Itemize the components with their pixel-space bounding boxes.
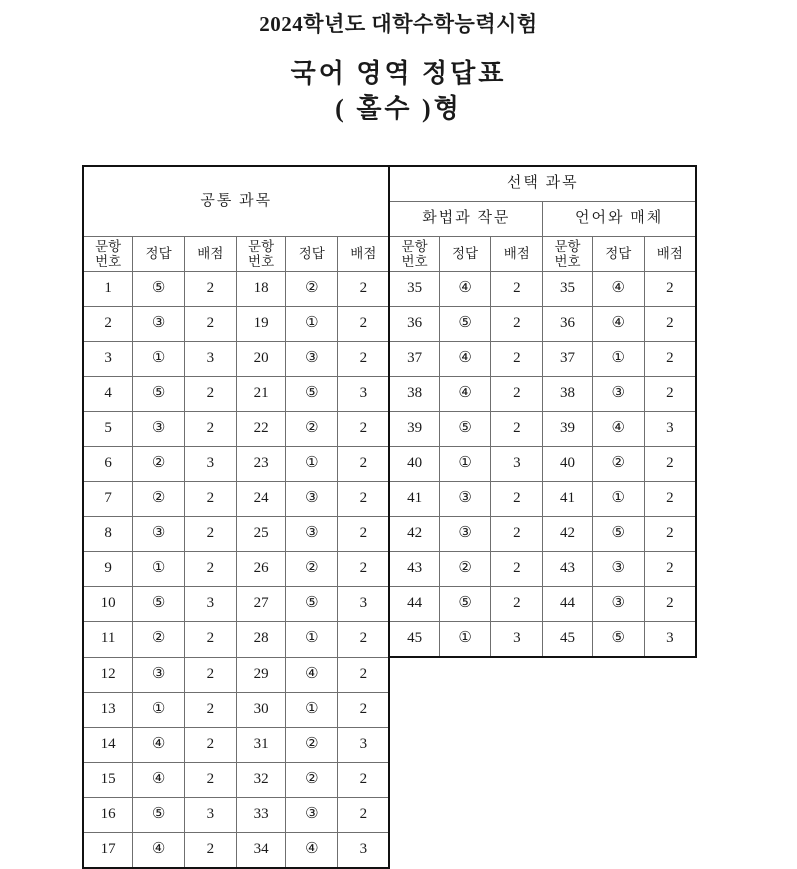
cell-question-no: 3	[83, 342, 133, 377]
cell-answer: ③	[592, 587, 644, 622]
cell-answer: ①	[592, 342, 644, 377]
cell-points: 2	[491, 552, 543, 587]
col-header-question-no-4	[543, 237, 593, 272]
col-header-points-2: 배점	[338, 237, 390, 272]
cell-points: 2	[338, 447, 390, 482]
cell-answer: ②	[133, 482, 185, 517]
cell-points: 2	[338, 622, 390, 658]
cell-question-no: 35	[389, 272, 439, 307]
cell-answer: ④	[439, 377, 491, 412]
cell-points: 2	[644, 552, 696, 587]
cell-answer: ①	[286, 692, 338, 727]
table-row	[83, 517, 696, 552]
cell-answer: ②	[439, 552, 491, 587]
cell-points: 2	[644, 587, 696, 622]
cell-points: 3	[184, 797, 236, 832]
cell-answer: ④	[133, 762, 185, 797]
cell-question-no: 2	[83, 307, 133, 342]
cell-question-no: 25	[236, 517, 286, 552]
cell-points: 3	[491, 447, 543, 482]
cell-points: 2	[644, 307, 696, 342]
cell-question-no: 38	[543, 377, 593, 412]
cell-answer: ④	[592, 272, 644, 307]
cell-answer: ④	[133, 832, 185, 868]
cell-points: 2	[491, 342, 543, 377]
header-elective-speech-composition: 화법과 작문	[389, 202, 542, 237]
col-header-points-4: 배점	[644, 237, 696, 272]
cell-answer: ⑤	[133, 272, 185, 307]
cell-answer: ②	[592, 447, 644, 482]
cell-answer: ⑤	[133, 797, 185, 832]
cell-answer: ⑤	[592, 517, 644, 552]
cell-question-no: 32	[236, 762, 286, 797]
answer-table-wrap	[82, 165, 697, 869]
cell-points: 2	[644, 447, 696, 482]
cell-question-no: 6	[83, 447, 133, 482]
cell-points: 2	[491, 307, 543, 342]
col-header-points-3: 배점	[491, 237, 543, 272]
col-header-qno-line1: 문항	[95, 238, 122, 254]
cell-points: 3	[338, 377, 390, 412]
cell-question-no: 45	[543, 622, 593, 658]
cell-answer: ③	[439, 517, 491, 552]
cell-question-no: 28	[236, 622, 286, 658]
cell-question-no: 44	[543, 587, 593, 622]
cell-answer: ②	[286, 762, 338, 797]
subject-title: 국어 영역 정답표	[290, 59, 507, 89]
header-elective-language-media: 언어와 매체	[543, 202, 696, 237]
cell-points: 2	[338, 657, 390, 692]
cell-question-no: 44	[389, 587, 439, 622]
col-header-answer-3: 정답	[439, 237, 491, 272]
cell-answer: ①	[133, 692, 185, 727]
cell-points: 2	[184, 412, 236, 447]
form-type-title: ( 홀수 )형	[335, 93, 462, 123]
col-header-qno-line1: 문항	[401, 238, 428, 254]
col-header-points-1: 배점	[184, 237, 236, 272]
cell-points: 2	[184, 517, 236, 552]
cell-question-no: 27	[236, 587, 286, 622]
cell-points: 3	[184, 447, 236, 482]
cell-question-no: 35	[543, 272, 593, 307]
cell-answer: ⑤	[592, 622, 644, 658]
cell-points: 3	[338, 727, 390, 762]
cell-question-no: 4	[83, 377, 133, 412]
empty-filler-cell	[389, 762, 696, 797]
cell-answer: ④	[133, 727, 185, 762]
cell-question-no: 15	[83, 762, 133, 797]
cell-question-no: 16	[83, 797, 133, 832]
col-header-question-no-3	[389, 237, 439, 272]
answer-table-body	[83, 166, 696, 868]
table-row	[83, 377, 696, 412]
cell-question-no: 26	[236, 552, 286, 587]
table-row	[83, 657, 696, 692]
cell-points: 2	[644, 482, 696, 517]
table-row	[83, 727, 696, 762]
cell-answer: ③	[133, 657, 185, 692]
cell-answer: ③	[133, 307, 185, 342]
cell-answer: ③	[133, 412, 185, 447]
cell-answer: ④	[286, 832, 338, 868]
cell-points: 2	[184, 622, 236, 658]
table-row	[83, 482, 696, 517]
cell-answer: ④	[439, 272, 491, 307]
cell-answer: ⑤	[439, 587, 491, 622]
cell-points: 2	[184, 762, 236, 797]
cell-question-no: 37	[389, 342, 439, 377]
cell-points: 3	[644, 622, 696, 658]
cell-points: 2	[491, 412, 543, 447]
table-row	[83, 412, 696, 447]
cell-answer: ①	[133, 552, 185, 587]
cell-answer: ①	[286, 622, 338, 658]
cell-answer: ③	[592, 552, 644, 587]
cell-question-no: 11	[83, 622, 133, 658]
cell-answer: ③	[439, 482, 491, 517]
cell-question-no: 41	[543, 482, 593, 517]
cell-answer: ④	[592, 307, 644, 342]
page-title: 2024학년도 대학수학능력시험	[259, 12, 538, 36]
cell-points: 2	[184, 377, 236, 412]
cell-answer: ②	[133, 622, 185, 658]
empty-filler-cell	[389, 727, 696, 762]
cell-question-no: 31	[236, 727, 286, 762]
cell-answer: ⑤	[439, 307, 491, 342]
cell-question-no: 42	[389, 517, 439, 552]
table-row	[83, 762, 696, 797]
cell-answer: ③	[286, 517, 338, 552]
cell-points: 2	[491, 482, 543, 517]
cell-points: 2	[338, 412, 390, 447]
cell-points: 2	[491, 587, 543, 622]
cell-points: 2	[338, 797, 390, 832]
cell-points: 2	[184, 272, 236, 307]
cell-question-no: 30	[236, 692, 286, 727]
table-row	[83, 552, 696, 587]
cell-question-no: 5	[83, 412, 133, 447]
col-header-question-no-1	[83, 237, 133, 272]
table-row	[83, 272, 696, 307]
col-header-qno-line2: 번호	[248, 254, 275, 269]
cell-points: 2	[644, 272, 696, 307]
cell-answer: ④	[286, 657, 338, 692]
cell-question-no: 24	[236, 482, 286, 517]
table-row	[83, 622, 696, 658]
cell-question-no: 22	[236, 412, 286, 447]
cell-question-no: 40	[389, 447, 439, 482]
cell-question-no: 12	[83, 657, 133, 692]
answer-table	[82, 165, 697, 869]
empty-filler-cell	[389, 692, 696, 727]
cell-question-no: 17	[83, 832, 133, 868]
header-elective-subject: 선택 과목	[389, 166, 696, 202]
col-header-qno-line2: 번호	[95, 254, 122, 269]
cell-points: 2	[338, 307, 390, 342]
cell-answer: ①	[439, 447, 491, 482]
empty-filler-cell	[389, 657, 696, 692]
col-header-qno-line2: 번호	[401, 254, 428, 269]
cell-question-no: 20	[236, 342, 286, 377]
cell-question-no: 34	[236, 832, 286, 868]
cell-answer: ②	[286, 552, 338, 587]
table-row	[83, 692, 696, 727]
table-row	[83, 447, 696, 482]
cell-points: 2	[491, 377, 543, 412]
cell-answer: ⑤	[133, 587, 185, 622]
cell-question-no: 1	[83, 272, 133, 307]
table-row	[83, 587, 696, 622]
cell-answer: ④	[439, 342, 491, 377]
cell-question-no: 37	[543, 342, 593, 377]
cell-answer: ②	[286, 412, 338, 447]
cell-answer: ⑤	[286, 587, 338, 622]
cell-question-no: 39	[543, 412, 593, 447]
group-header-row-1	[83, 166, 696, 202]
cell-question-no: 29	[236, 657, 286, 692]
cell-points: 3	[338, 832, 390, 868]
col-header-answer-1: 정답	[133, 237, 185, 272]
cell-question-no: 38	[389, 377, 439, 412]
cell-question-no: 42	[543, 517, 593, 552]
cell-question-no: 41	[389, 482, 439, 517]
cell-points: 3	[338, 587, 390, 622]
cell-question-no: 40	[543, 447, 593, 482]
col-header-question-no-2	[236, 237, 286, 272]
cell-answer: ④	[592, 412, 644, 447]
cell-question-no: 19	[236, 307, 286, 342]
cell-answer: ①	[286, 447, 338, 482]
cell-question-no: 33	[236, 797, 286, 832]
column-header-row	[83, 237, 696, 272]
cell-points: 2	[491, 517, 543, 552]
cell-question-no: 21	[236, 377, 286, 412]
cell-points: 2	[644, 517, 696, 552]
title-block	[0, 0, 797, 126]
col-header-qno-line1: 문항	[554, 238, 581, 254]
cell-answer: ⑤	[286, 377, 338, 412]
cell-points: 2	[644, 342, 696, 377]
col-header-answer-4: 정답	[592, 237, 644, 272]
cell-question-no: 7	[83, 482, 133, 517]
cell-answer: ⑤	[439, 412, 491, 447]
cell-points: 2	[338, 762, 390, 797]
table-row	[83, 797, 696, 832]
cell-points: 2	[184, 482, 236, 517]
cell-points: 2	[338, 692, 390, 727]
cell-points: 2	[184, 727, 236, 762]
cell-question-no: 23	[236, 447, 286, 482]
cell-points: 2	[184, 692, 236, 727]
cell-question-no: 8	[83, 517, 133, 552]
cell-answer: ①	[286, 307, 338, 342]
cell-points: 2	[644, 377, 696, 412]
cell-points: 3	[644, 412, 696, 447]
cell-points: 3	[491, 622, 543, 658]
table-row	[83, 307, 696, 342]
cell-question-no: 13	[83, 692, 133, 727]
col-header-answer-2: 정답	[286, 237, 338, 272]
col-header-qno-line2: 번호	[554, 254, 581, 269]
cell-points: 2	[184, 552, 236, 587]
cell-points: 3	[184, 587, 236, 622]
cell-points: 2	[491, 272, 543, 307]
cell-question-no: 43	[543, 552, 593, 587]
cell-question-no: 14	[83, 727, 133, 762]
cell-points: 2	[338, 517, 390, 552]
cell-question-no: 39	[389, 412, 439, 447]
cell-answer: ⑤	[133, 377, 185, 412]
cell-points: 2	[184, 657, 236, 692]
cell-question-no: 36	[543, 307, 593, 342]
cell-points: 2	[338, 342, 390, 377]
cell-question-no: 36	[389, 307, 439, 342]
cell-answer: ①	[592, 482, 644, 517]
cell-question-no: 10	[83, 587, 133, 622]
cell-question-no: 45	[389, 622, 439, 658]
cell-answer: ③	[286, 342, 338, 377]
cell-points: 2	[184, 832, 236, 868]
col-header-qno-line1: 문항	[248, 238, 275, 254]
cell-question-no: 43	[389, 552, 439, 587]
cell-points: 2	[338, 482, 390, 517]
cell-question-no: 9	[83, 552, 133, 587]
cell-points: 2	[184, 307, 236, 342]
cell-answer: ③	[286, 482, 338, 517]
header-common-subject: 공통 과목	[83, 166, 389, 237]
cell-answer: ②	[286, 272, 338, 307]
cell-answer: ②	[286, 727, 338, 762]
cell-points: 3	[184, 342, 236, 377]
cell-answer: ①	[133, 342, 185, 377]
table-row	[83, 342, 696, 377]
cell-answer: ③	[286, 797, 338, 832]
cell-points: 2	[338, 272, 390, 307]
cell-answer: ①	[439, 622, 491, 658]
cell-answer: ③	[133, 517, 185, 552]
cell-points: 2	[338, 552, 390, 587]
cell-question-no: 18	[236, 272, 286, 307]
empty-filler-cell	[389, 797, 696, 832]
cell-answer: ②	[133, 447, 185, 482]
cell-answer: ③	[592, 377, 644, 412]
